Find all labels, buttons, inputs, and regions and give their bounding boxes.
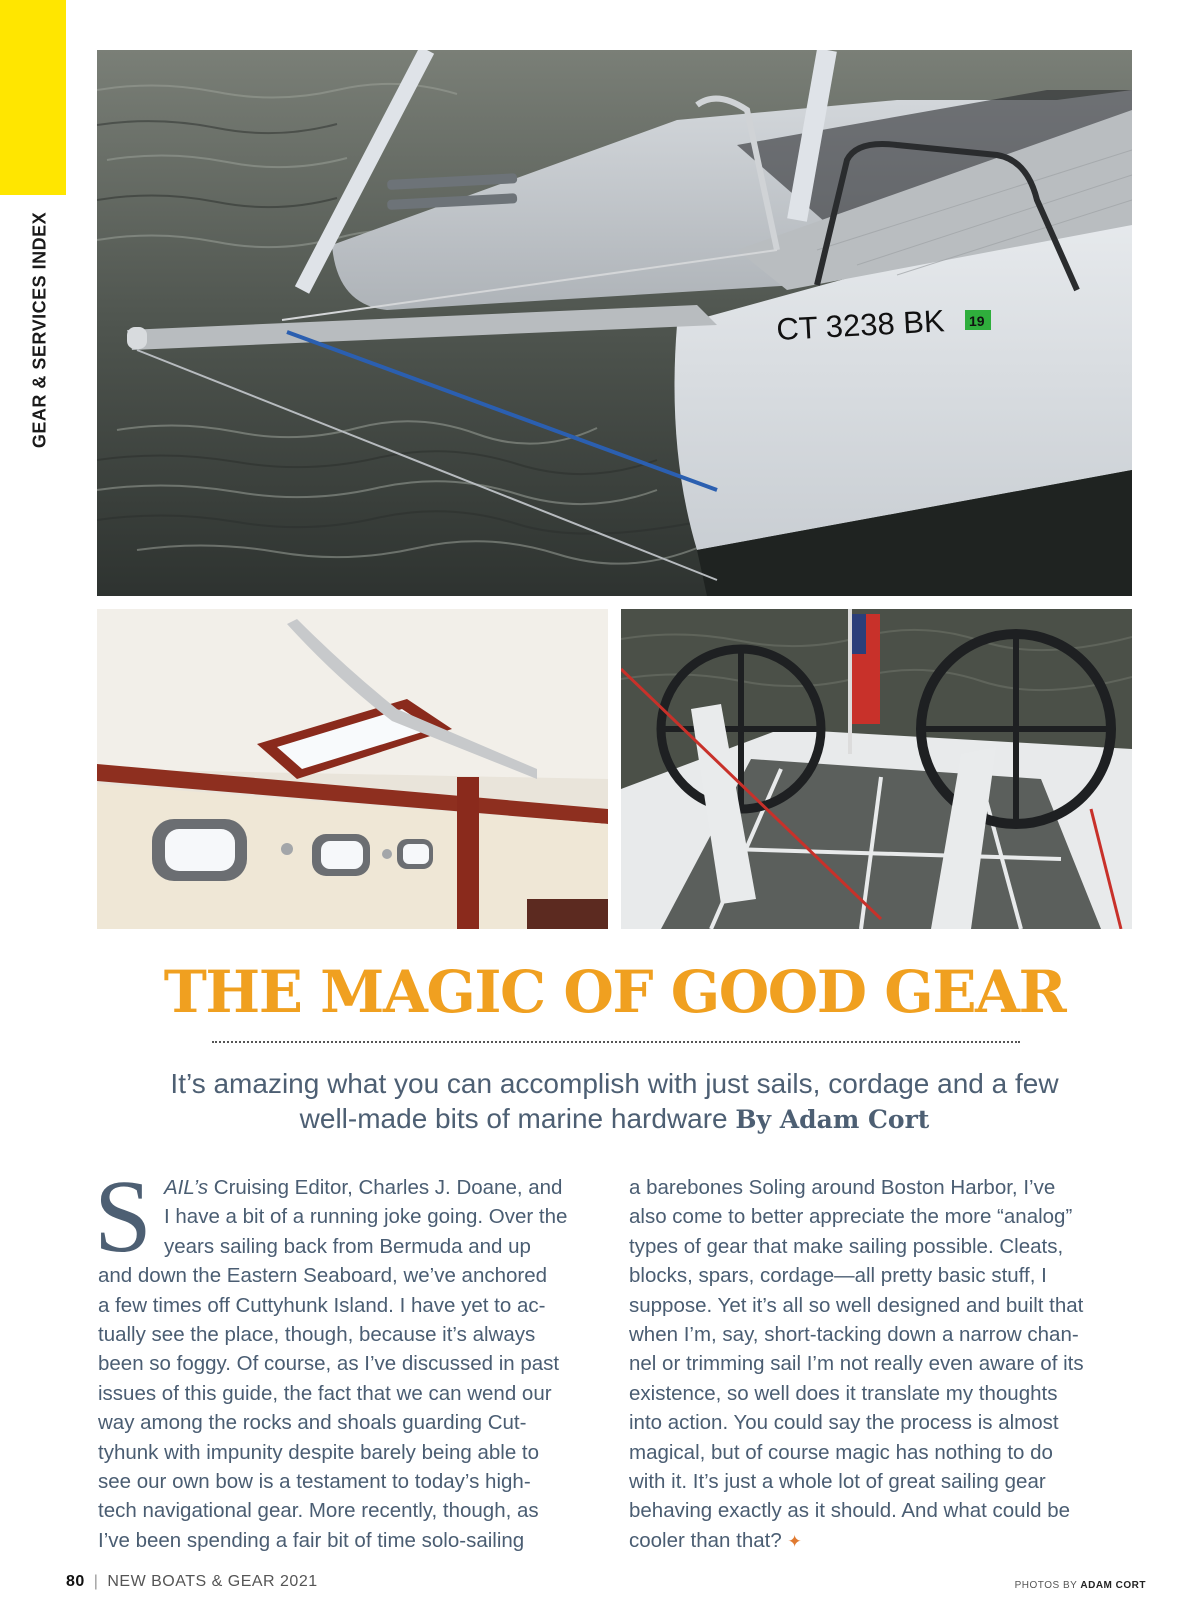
body-line: issues of this guide, the fact that we can wend our: [98, 1381, 552, 1405]
trimaran-bow-photo: [97, 50, 1132, 596]
deck-line-2: well-made bits of marine hardware: [299, 1103, 728, 1134]
body-line: years sailing back from Bermuda and up: [164, 1234, 531, 1258]
body-line: AIL’s Cruising Editor, Charles J. Doane, and: [164, 1176, 563, 1199]
headline-divider: [212, 1041, 1020, 1043]
article-deck: [97, 1066, 1132, 1137]
body-line: and down the Eastern Seaboard, we’ve anchored: [98, 1264, 548, 1288]
body-line: types of gear that make sailing possible. Cleats,: [629, 1234, 1064, 1258]
byline: By Adam Cort: [735, 1105, 930, 1134]
body-line: nel or trimming sail I’m not really even aware of its: [629, 1352, 1084, 1376]
body-line: a barebones Soling around Boston Harbor, I’ve: [629, 1176, 1056, 1199]
body-line: tually see the place, though, because it’s always: [98, 1323, 536, 1347]
body-line: a few times off Cuttyhunk Island. I have yet to ac-: [98, 1293, 546, 1317]
page-footer: [66, 1573, 318, 1591]
body-line: tyhunk with impunity despite barely being able to: [98, 1440, 540, 1464]
body-column-right: [629, 1173, 1137, 1556]
body-line-last: cooler than that? ✦: [629, 1528, 802, 1552]
registration-sticker: 19: [969, 313, 985, 329]
photo-credit-name: ADAM CORT: [1080, 1580, 1146, 1591]
article-headline: THE MAGIC OF GOOD GEAR: [163, 958, 1066, 1026]
cabin-interior-photo: [97, 609, 608, 929]
drop-cap: S: [94, 1159, 152, 1274]
footer-separator: |: [93, 1573, 99, 1590]
body-line: suppose. Yet it’s all so well designed and built that: [629, 1293, 1084, 1317]
photo-credit: [1015, 1580, 1146, 1591]
body-line: behaving exactly as it should. And what could be: [629, 1499, 1071, 1523]
body-line: when I’m, say, short-tacking down a narrow chan-: [629, 1323, 1079, 1347]
body-column-left: [94, 1159, 606, 1555]
body-line: also come to better appreciate the more “analog”: [629, 1205, 1073, 1229]
body-line: way among the rocks and shoals guarding Cut-: [98, 1411, 527, 1435]
cockpit-wheels-photo: [621, 609, 1132, 929]
registration-number: CT 3238 BK: [775, 303, 946, 347]
body-line: into action. You could say the process is almost: [629, 1411, 1059, 1435]
page-number: 80: [66, 1573, 85, 1590]
publication-name: NEW BOATS & GEAR 2021: [107, 1573, 318, 1590]
body-line: see our own bow is a testament to today’s high-: [98, 1470, 531, 1494]
body-line: been so foggy. Of course, as I’ve discussed in past: [98, 1352, 560, 1376]
magazine-name: AIL’s: [164, 1176, 209, 1199]
section-label: GEAR & SERVICES INDEX: [29, 211, 50, 449]
body-line: existence, so well does it translate my thoughts: [629, 1381, 1058, 1405]
body-line: magical, but of course magic has nothing to do: [629, 1440, 1053, 1464]
body-line: I have a bit of a running joke going. Over the: [164, 1205, 568, 1229]
body-line: with it. It’s just a whole lot of great sailing gear: [629, 1470, 1046, 1494]
section-color-tab: [0, 0, 66, 195]
body-line: tech navigational gear. More recently, though, as: [98, 1499, 539, 1523]
photo-credit-prefix: PHOTOS BY: [1014, 1580, 1078, 1591]
end-mark-icon: ✦: [787, 1531, 802, 1551]
body-line: I’ve been spending a fair bit of time solo-sailing: [98, 1528, 525, 1552]
body-line: blocks, spars, cordage—all pretty basic stuff, I: [629, 1264, 1047, 1288]
deck-line-1: It’s amazing what you can accomplish with just sails, cordage and a few: [170, 1068, 1059, 1099]
